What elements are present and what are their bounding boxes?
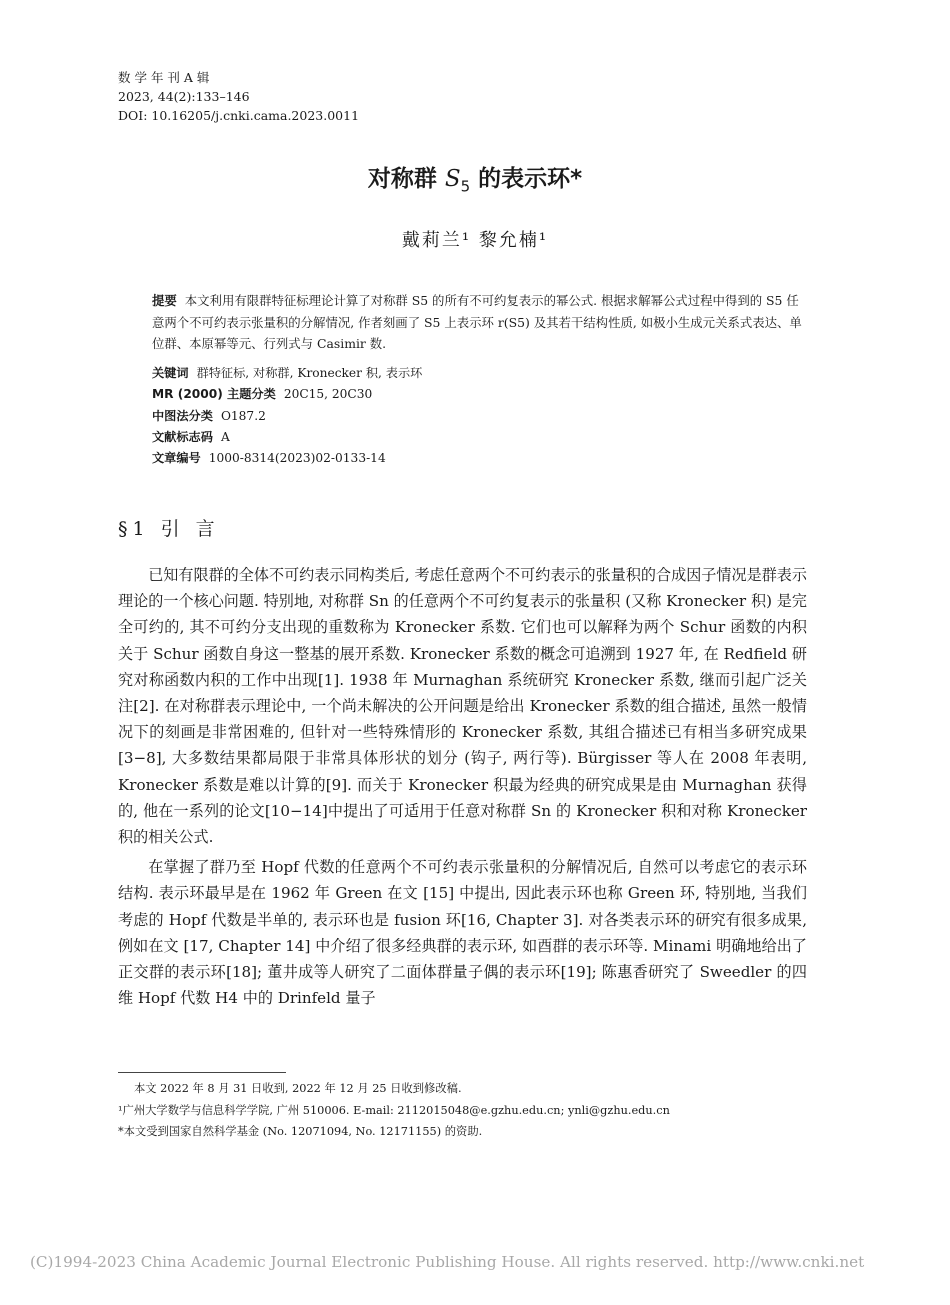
keywords-row: [152, 363, 422, 384]
mr-codes: 20C15, 20C30: [283, 387, 373, 402]
keywords: 群特征标, 对称群, Kronecker 积, 表示环: [196, 366, 423, 380]
metadata-block: [152, 363, 422, 469]
paragraph-1: 已知有限群的全体不可约表示同构类后, 考虑任意两个不可约表示的张量积的合成因子情况是群表示理论的一个核心问题. 特别地, 对称群 Sn 的任意两个不可约复表示的张量积 (又称 Kronecker 积) 是完全可约的, 其不可约分支出现的重数称为 Kronecker 系数. 它们也可以解释为两个 Schur 函数的内积关于 Schur 函数自身这一整基的展开系数. Kronecker 系数的概念可追溯到 1927 年, 在 Redfield 研究对称函数内积的工作中出现[1]. 1938 年 Murnaghan 系统研究 Kronecker 系数, 继而引起广泛关注[2]. 在对称群表示理论中, 一个尚未解决的公开问题是给出 Kronecker 系数的组合描述, 虽然一般情况下的刻画是非常困难的, 但针对一些特殊情形的 Kronecker 系数, 其组合描述已有相当多研究成果[3−8], 大多数结果都局限于非常具体形状的划分 (钩子, 两行等). Bürgisser 等人在 2008 年表明, Kronecker 系数是难以计算的[9]. 而关于 Kronecker 积最为经典的研究成果是由 Murnaghan 获得的, 他在一系列的论文[10−14]中提出了可适用于任意对称群 Sn 的 Kronecker 积和对称 Kronecker 积的相关公式.: [118, 566, 807, 847]
abstract-text: 本文利用有限群特征标理论计算了对称群 S5 的所有不可约复表示的幂公式. 根据求解幂公式过程中得到的 S5 任意两个不可约表示张量积的分解情况, 作者刻画了 S5 上表示环 r(S5) 及其若干结构性质, 如极小生成元关系式表达、单位群、本原幂等元、行列式与 Casimir 数.: [152, 293, 802, 351]
title-prefix: 对称群: [367, 166, 445, 192]
footnote-divider: [118, 1072, 286, 1073]
doc-code-row: [152, 427, 422, 448]
mr-label: MR (2000) 主题分类: [152, 387, 276, 402]
paper-title: [0, 160, 950, 196]
footnote-affiliation: ¹广州大学数学与信息科学学院, 广州 510006. E-mail: 2112015048@e.gzhu.edu.cn; ynli@gzhu.edu.cn: [118, 1103, 670, 1117]
mr-row: [152, 384, 422, 405]
section-heading: §1 引 言: [118, 518, 220, 540]
title-symbol: S: [444, 166, 461, 192]
title-subscript: 5: [460, 177, 471, 196]
keywords-label: 关键词: [152, 366, 189, 380]
copyright-watermark: (C)1994-2023 China Academic Journal Electronic Publishing House. All rights reserved. http://www.cnki.net: [30, 1253, 865, 1271]
abstract: [152, 290, 802, 355]
doi: DOI: 10.16205/j.cnki.cama.2023.0011: [118, 108, 360, 123]
clc-label: 中图法分类: [152, 408, 213, 423]
journal-header: [118, 68, 359, 125]
doc-code: A: [220, 429, 230, 444]
footnote-fund: *本文受到国家自然科学基金 (No. 12071094, No. 12171155) 的资助.: [118, 1125, 483, 1138]
abstract-label: 提要: [152, 293, 177, 308]
title-suffix: 的表示环*: [470, 166, 583, 192]
authors: 戴莉兰¹ 黎允楠¹: [401, 230, 549, 251]
journal-name: 数 学 年 刊 A 辑: [118, 70, 210, 85]
volume-info: 2023, 44(2):133–146: [118, 89, 250, 104]
clc-code: O187.2: [220, 408, 266, 423]
doc-code-label: 文献标志码: [152, 429, 213, 444]
article-no: 1000-8314(2023)02-0133-14: [208, 451, 386, 466]
footnotes: [118, 1078, 670, 1143]
article-no-label: 文章编号: [152, 451, 201, 466]
body-text: [118, 562, 807, 1015]
paragraph-2: 在掌握了群乃至 Hopf 代数的任意两个不可约表示张量积的分解情况后, 自然可以考虑它的表示环结构. 表示环最早是在 1962 年 Green 在文 [15] 中提出, 因此表示环也称 Green 环, 特别地, 当我们考虑的 Hopf 代数是半单的, 表示环也是 fusion 环[16, Chapter 3]. 对各类表示环的研究有很多成果, 例如在文 [17, Chapter 14] 中介绍了很多经典群的表示环, 如酉群的表示环等. Minami 明确地给出了正交群的表示环[18]; 董井成等人研究了二面体群量子偶的表示环[19]; 陈惠香研究了 Sweedler 的四维 Hopf 代数 H4 中的 Drinfeld 量子: [118, 858, 807, 1008]
article-no-row: [152, 448, 422, 469]
footnote-received: 本文 2022 年 8 月 31 日收到, 2022 年 12 月 25 日收到修改稿.: [134, 1082, 462, 1095]
clc-row: [152, 406, 422, 427]
